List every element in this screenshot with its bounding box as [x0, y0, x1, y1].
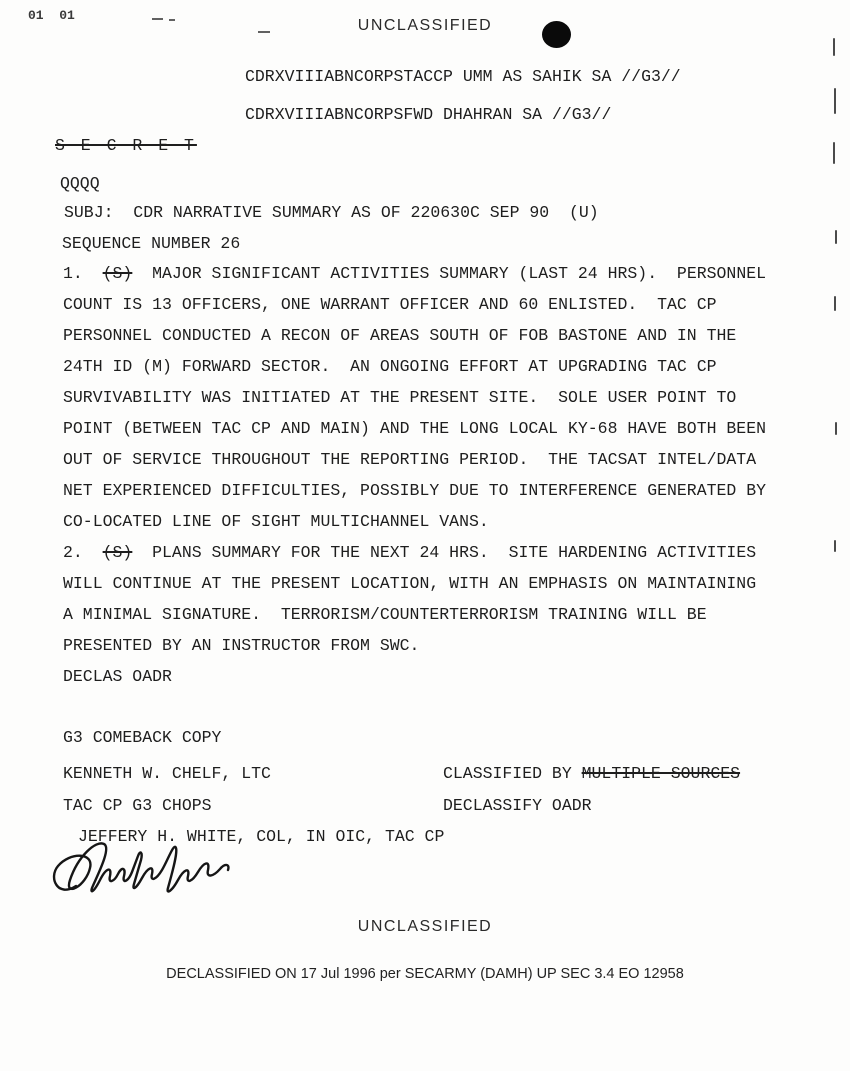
addressee-block: [245, 58, 681, 134]
scan-mark: [835, 230, 837, 244]
oic-line: JEFFERY H. WHITE, COL, IN OIC, TAC CP: [78, 827, 445, 846]
body-line: NET EXPERIENCED DIFFICULTIES, POSSIBLY DUE TO INTERFERENCE GENERATED BY: [63, 481, 767, 500]
comeback-copy-line: G3 COMEBACK COPY: [63, 728, 222, 747]
scan-mark: [835, 422, 837, 435]
declassify-line: DECLASSIFY OADR: [443, 796, 592, 815]
classification-header: UNCLASSIFIED: [357, 17, 493, 34]
classification-footer: UNCLASSIFIED: [357, 918, 493, 935]
signature-scrawl: [46, 834, 261, 902]
addressee-line: CDRXVIIIABNCORPSFWD DHAHRAN SA //G3//: [245, 105, 612, 124]
body-line: PERSONNEL CONDUCTED A RECON OF AREAS SOUTH OF FOB BASTONE AND IN THE: [63, 326, 737, 345]
scan-mark: [834, 296, 836, 311]
body-line: [63, 258, 766, 289]
sequence-line: SEQUENCE NUMBER 26: [62, 234, 241, 253]
subject-line: SUBJ: CDR NARRATIVE SUMMARY AS OF 220630C SEP 90 (U): [64, 203, 599, 222]
struck-classification-marking: (S): [102, 543, 133, 562]
body-line: COUNT IS 13 OFFICERS, ONE WARRANT OFFICER AND 60 ENLISTED. TAC CP: [63, 295, 717, 314]
para-number: 1.: [63, 264, 103, 283]
control-marking: QQQQ: [60, 174, 100, 193]
struck-classification-marking: (S): [102, 264, 133, 283]
body-line: PRESENTED BY AN INSTRUCTOR FROM SWC.: [63, 636, 420, 655]
scan-mark: [834, 88, 836, 114]
para-number: 2.: [63, 543, 103, 562]
body-line: WILL CONTINUE AT THE PRESENT LOCATION, WITH AN EMPHASIS ON MAINTAINING: [63, 574, 757, 593]
paragraph-2: [63, 537, 756, 661]
classified-by-line: [443, 758, 740, 789]
declas-line: DECLAS OADR: [63, 667, 172, 686]
body-text: MAJOR SIGNIFICANT ACTIVITIES SUMMARY (LAST 24 HRS). PERSONNEL: [132, 264, 767, 283]
scan-mark: [833, 142, 835, 164]
addressee-line: CDRXVIIIABNCORPSTACCP UMM AS SAHIK SA //G3//: [245, 67, 681, 86]
body-line: POINT (BETWEEN TAC CP AND MAIN) AND THE LONG LOCAL KY-68 HAVE BOTH BEEN: [63, 419, 767, 438]
handwritten-signature: [46, 834, 261, 902]
body-line: A MINIMAL SIGNATURE. TERRORISM/COUNTERTERRORISM TRAINING WILL BE: [63, 605, 707, 624]
body-line: OUT OF SERVICE THROUGHOUT THE REPORTING PERIOD. THE TACSAT INTEL/DATA: [63, 450, 757, 469]
scan-mark: [833, 38, 835, 56]
struck-sources-text: MULTIPLE SOURCES: [581, 764, 741, 783]
classified-by-prefix: CLASSIFIED BY: [443, 764, 582, 783]
signer-name: KENNETH W. CHELF, LTC: [63, 764, 271, 783]
black-dot-stamp: [542, 21, 571, 48]
declassification-stamp: DECLASSIFIED ON 17 Jul 1996 per SECARMY (DAMH) UP SEC 3.4 EO 12958: [166, 966, 684, 982]
body-line: [63, 537, 756, 568]
page-marker: 01 01: [28, 8, 75, 23]
paragraph-1: [63, 258, 766, 537]
body-line: 24TH ID (M) FORWARD SECTOR. AN ONGOING EFFORT AT UPGRADING TAC CP: [63, 357, 717, 376]
signer-title: TAC CP G3 CHOPS: [63, 796, 212, 815]
body-line: CO-LOCATED LINE OF SIGHT MULTICHANNEL VANS.: [63, 512, 489, 531]
body-text: PLANS SUMMARY FOR THE NEXT 24 HRS. SITE HARDENING ACTIVITIES: [132, 543, 757, 562]
body-line: SURVIVABILITY WAS INITIATED AT THE PRESENT SITE. SOLE USER POINT TO: [63, 388, 737, 407]
scan-mark: [834, 540, 836, 552]
secret-marking: S E C R E T: [55, 136, 197, 155]
